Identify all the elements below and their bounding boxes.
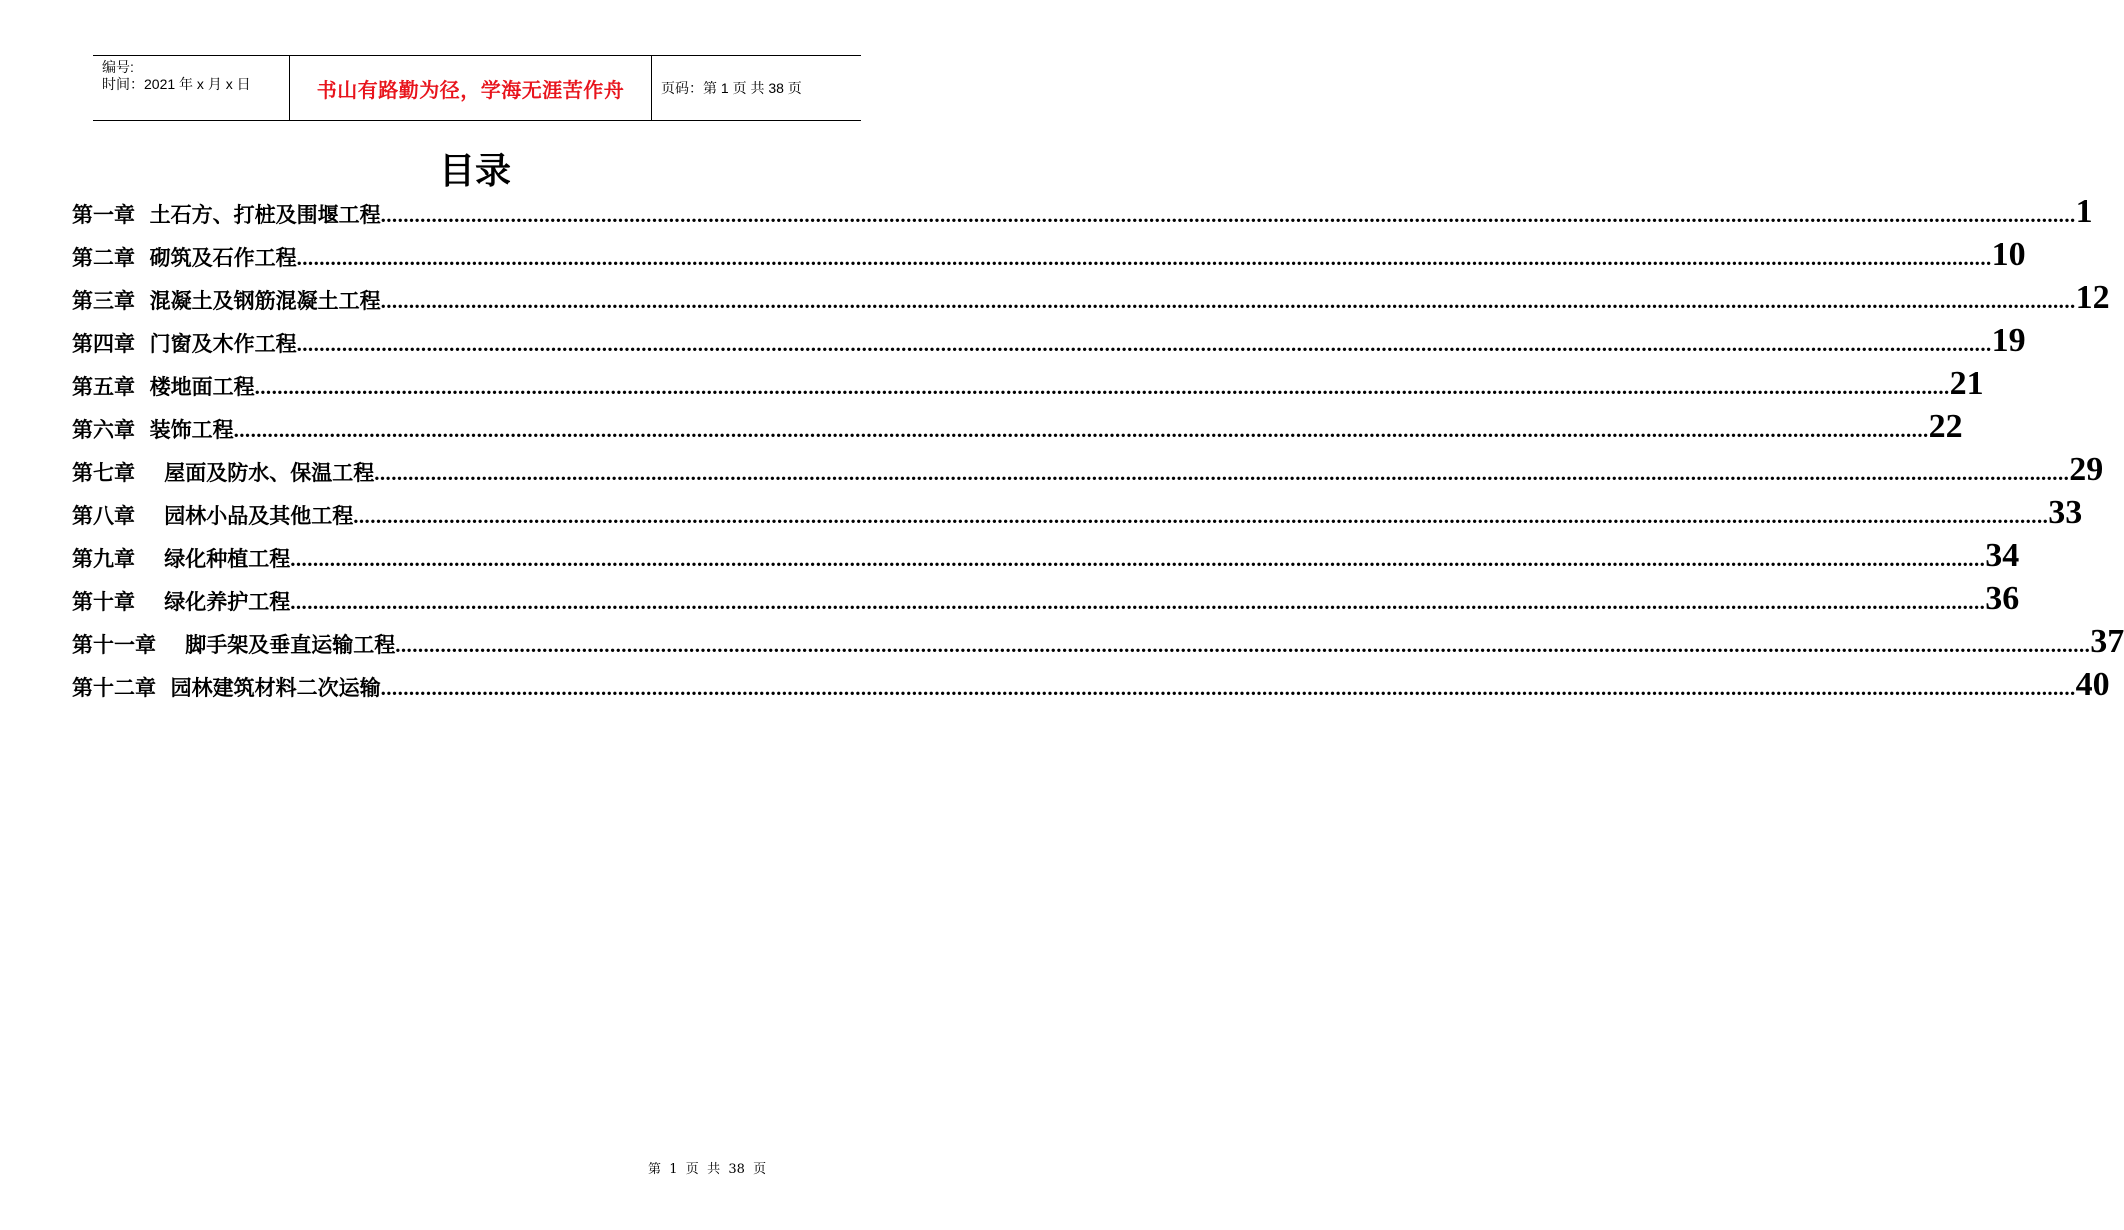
toc-entry[interactable]: [72, 487, 2083, 531]
toc-entry-page: 10: [1991, 236, 2026, 273]
toc-entry-label: 第十章 绿化养护工程: [72, 590, 291, 614]
header-motto: 书山有路勤为径，学海无涯苦作舟: [289, 56, 652, 120]
toc-entry[interactable]: [72, 186, 2093, 230]
toc-entry[interactable]: [72, 272, 2110, 316]
toc-entry-label: 第六章 装饰工程: [72, 418, 234, 442]
toc-entry[interactable]: [72, 444, 2104, 488]
toc-dot-leader: ............................................................................................................................................................................................................................................................................................................: [290, 590, 1986, 614]
header-meta: [93, 56, 289, 120]
toc-entry-page: 1: [2075, 193, 2093, 230]
toc-entry-label: 第五章 楼地面工程: [72, 375, 255, 399]
toc-entry[interactable]: [72, 616, 2124, 660]
toc-dot-leader: ............................................................................................................................................................................................................................................................................................................: [254, 375, 1950, 399]
toc-entry-page: 21: [1949, 365, 1984, 402]
toc-entry-page: 19: [1991, 322, 2026, 359]
toc-dot-leader: ............................................................................................................................................................................................................................................................................................................: [380, 289, 2076, 313]
toc-entry-page: 12: [2075, 279, 2110, 316]
toc-entry-label: 第一章 土石方、打桩及围堰工程: [72, 203, 381, 227]
toc-entry[interactable]: [72, 315, 2026, 359]
toc-entry-page: 22: [1928, 408, 1963, 445]
toc-entry[interactable]: [72, 573, 2020, 617]
toc-dot-leader: ............................................................................................................................................................................................................................................................................................................: [296, 246, 1992, 270]
toc-dot-leader: ............................................................................................................................................................................................................................................................................................................: [353, 504, 2049, 528]
toc-dot-leader: ............................................................................................................................................................................................................................................................................................................: [296, 332, 1992, 356]
toc-entry[interactable]: [72, 530, 2020, 574]
toc-entry-page: 34: [1985, 537, 2020, 574]
time-label: 时间：2021 年 x 月 x 日: [102, 76, 251, 92]
toc-title: 目录: [438, 151, 511, 192]
toc-entry-label: 第九章 绿化种植工程: [72, 547, 291, 571]
toc-entry-label: 第十二章 园林建筑材料二次运输: [72, 676, 381, 700]
toc-entry-label: 第四章 门窗及木作工程: [72, 332, 297, 356]
toc-entry-page: 36: [1985, 580, 2020, 617]
toc-entry[interactable]: [72, 659, 2110, 703]
toc-dot-leader: ............................................................................................................................................................................................................................................................................................................: [380, 676, 2076, 700]
toc-entry-label: 第三章 混凝土及钢筋混凝土工程: [72, 289, 381, 313]
number-label: 编号:: [102, 59, 134, 75]
document-header: [93, 55, 861, 121]
toc-entry[interactable]: [72, 401, 1963, 445]
toc-entry-label: 第十一章 脚手架及垂直运输工程: [72, 633, 396, 657]
toc-entry-page: 40: [2075, 666, 2110, 703]
page-footer: 第 1 页 共 38 页: [648, 1162, 767, 1177]
toc-entry-page: 33: [2048, 494, 2083, 531]
toc-dot-leader: ............................................................................................................................................................................................................................................................................................................: [290, 547, 1986, 571]
toc-entry-label: 第七章 屋面及防水、保温工程: [72, 461, 375, 485]
toc-entry-label: 第二章 砌筑及石作工程: [72, 246, 297, 270]
toc-dot-leader: ............................................................................................................................................................................................................................................................................................................: [233, 418, 1929, 442]
toc-dot-leader: ............................................................................................................................................................................................................................................................................................................: [374, 461, 2070, 485]
toc-entry-page: 37: [2090, 623, 2124, 660]
header-page-code: 页码：第 1 页 共 38 页: [661, 80, 802, 96]
toc-entry-page: 29: [2069, 451, 2104, 488]
table-of-contents: [72, 186, 2124, 703]
toc-entry[interactable]: [72, 229, 2026, 273]
toc-entry[interactable]: [72, 358, 1984, 402]
toc-dot-leader: ............................................................................................................................................................................................................................................................................................................: [395, 633, 2091, 657]
toc-dot-leader: ............................................................................................................................................................................................................................................................................................................: [380, 203, 2076, 227]
toc-entry-label: 第八章 园林小品及其他工程: [72, 504, 354, 528]
